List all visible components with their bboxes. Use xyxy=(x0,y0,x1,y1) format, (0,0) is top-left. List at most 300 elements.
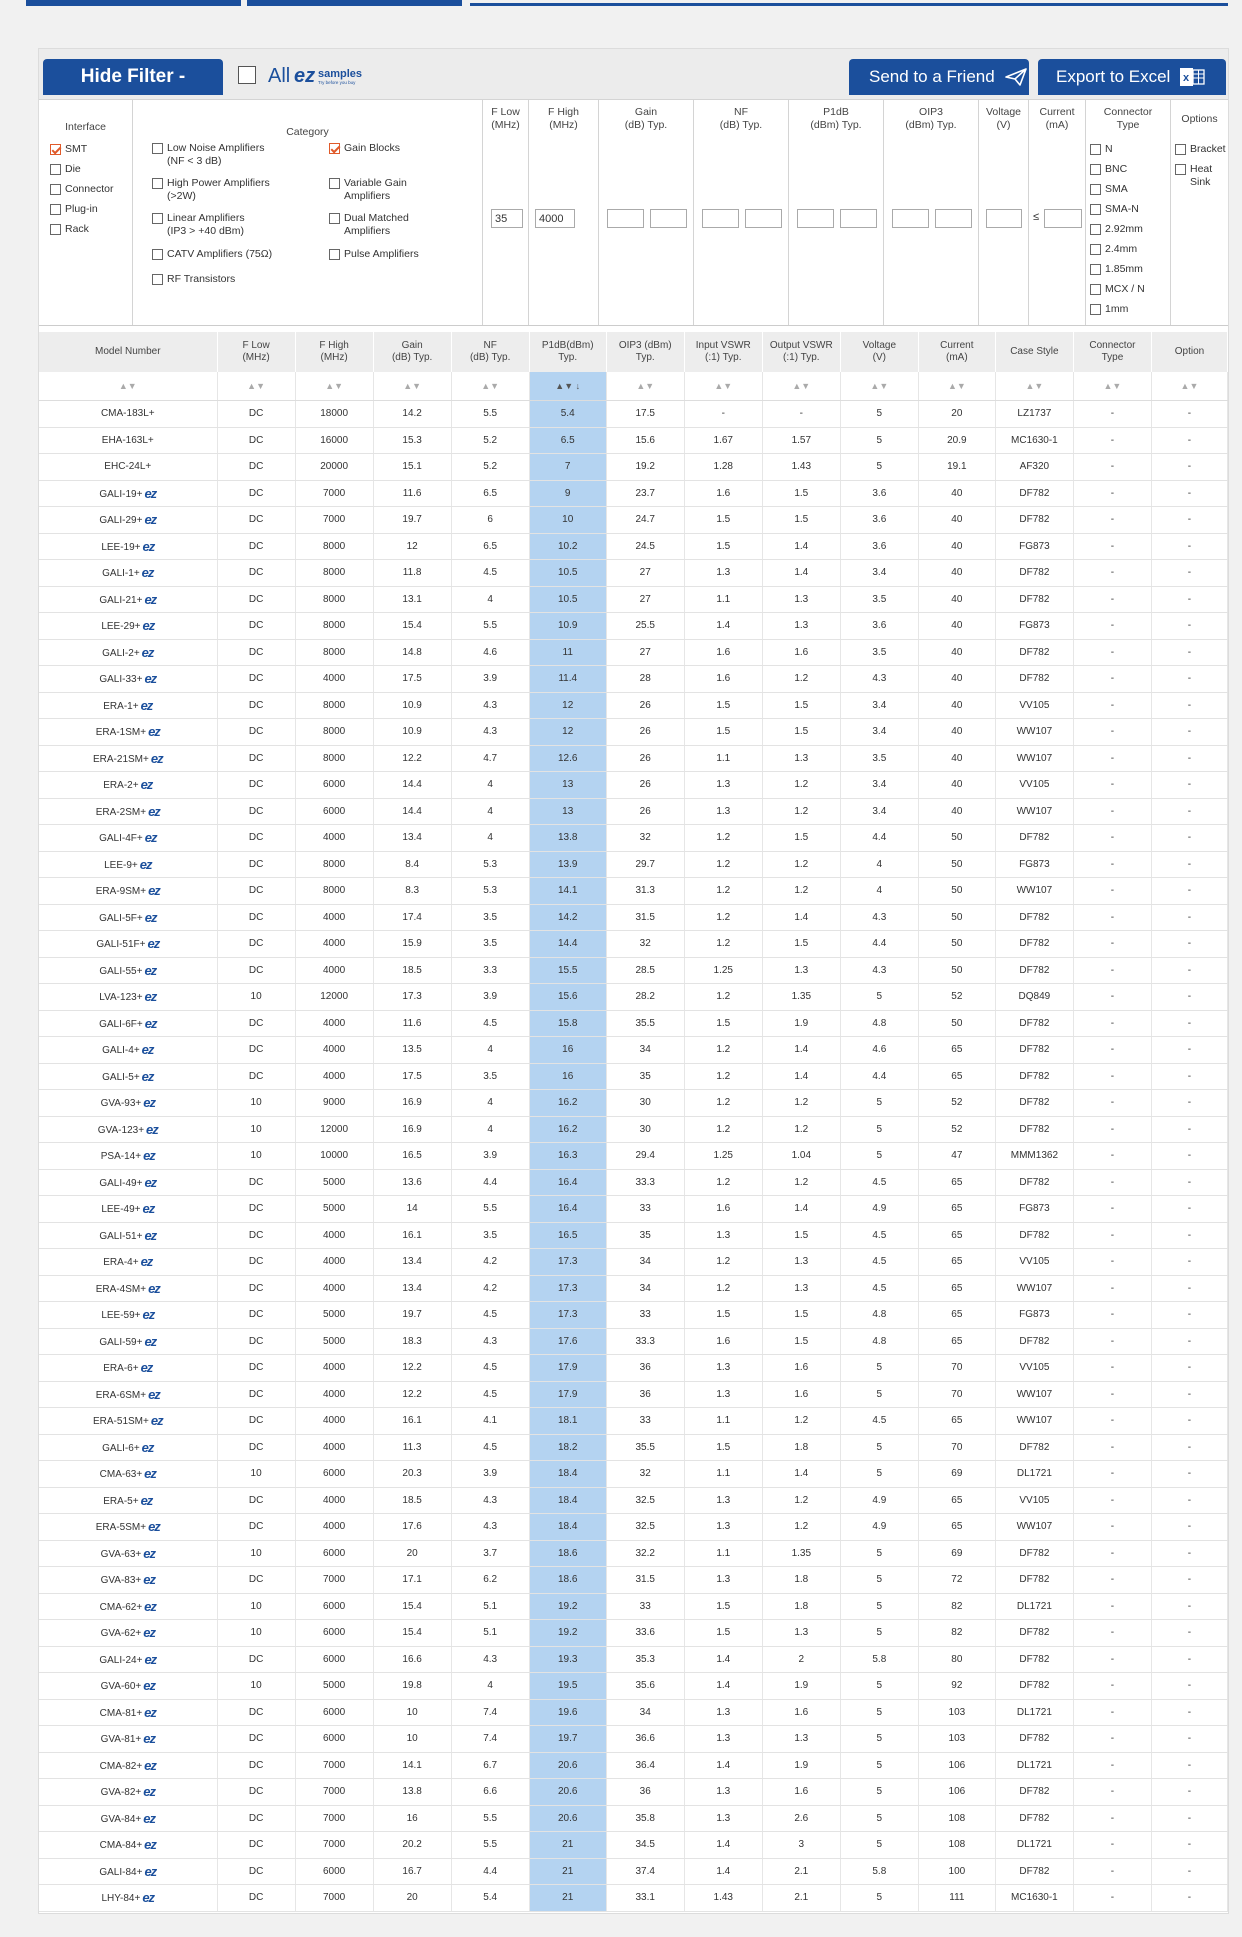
column-header-model-number[interactable] xyxy=(39,332,217,372)
model-number[interactable]: GALI-5F+ xyxy=(99,912,143,924)
model-number[interactable]: EHC-24L+ xyxy=(104,461,152,473)
cell-nf-db-typ: 5.5 xyxy=(451,613,529,640)
cell-connector-type: - xyxy=(1073,1805,1151,1832)
checkbox[interactable] xyxy=(152,143,163,154)
model-number[interactable]: GALI-51F+ xyxy=(96,939,146,951)
ez-sample-icon[interactable]: ez xyxy=(144,671,157,687)
f-high-input[interactable] xyxy=(535,209,575,228)
model-number[interactable]: GALI-33+ xyxy=(99,674,143,686)
ez-sample-icon[interactable]: ez xyxy=(148,724,160,740)
category-option-low-noise-amplifiers[interactable] xyxy=(152,142,317,168)
model-number-cell[interactable] xyxy=(39,772,217,799)
sort-control-f-high-mhz[interactable]: ▲▼ xyxy=(295,372,373,401)
model-number[interactable]: LEE-29+ xyxy=(101,621,141,633)
model-number-cell[interactable] xyxy=(39,719,217,746)
cell-f-high-mhz: 4000 xyxy=(295,1355,373,1382)
model-number-cell[interactable] xyxy=(39,1699,217,1726)
checkbox[interactable] xyxy=(152,249,163,260)
connector-option-2-92mm[interactable] xyxy=(1090,223,1143,236)
ez-sample-icon[interactable]: ez xyxy=(142,1307,155,1323)
sort-control-voltage-v[interactable]: ▲▼ xyxy=(840,372,918,401)
model-number[interactable]: GALI-1+ xyxy=(102,568,140,580)
model-number-cell[interactable] xyxy=(39,1355,217,1382)
sort-control-gain-db-typ[interactable]: ▲▼ xyxy=(373,372,451,401)
ez-sample-icon[interactable]: ez xyxy=(144,1466,156,1482)
model-number[interactable]: GALI-6+ xyxy=(102,1442,140,1454)
model-number[interactable]: GALI-59+ xyxy=(99,1336,143,1348)
model-number[interactable]: CMA-62+ xyxy=(99,1601,143,1613)
model-number[interactable]: GALI-6F+ xyxy=(99,1018,143,1030)
export-to-excel-button[interactable] xyxy=(1038,59,1226,95)
send-to-friend-button[interactable] xyxy=(849,59,1029,95)
model-number[interactable]: CMA-63+ xyxy=(99,1469,143,1481)
ez-sample-icon[interactable]: ez xyxy=(143,1148,155,1164)
category-option-dual-matched[interactable] xyxy=(329,212,469,238)
model-number-cell[interactable] xyxy=(39,745,217,772)
connector-option-1mm[interactable] xyxy=(1090,303,1128,316)
ez-sample-icon[interactable]: ez xyxy=(143,1545,155,1561)
cell-gain-db-typ: 18.5 xyxy=(373,957,451,984)
category-option-gain-blocks[interactable] xyxy=(329,142,469,155)
model-number[interactable]: GVA-84+ xyxy=(100,1813,142,1825)
sort-control-case-style[interactable]: ▲▼ xyxy=(995,372,1073,401)
ez-sample-icon[interactable]: ez xyxy=(140,1254,153,1270)
cell-input-vswr-1-typ: 1.2 xyxy=(684,1116,762,1143)
model-number-cell[interactable] xyxy=(39,1752,217,1779)
model-number[interactable]: CMA-84+ xyxy=(99,1840,143,1852)
model-number-cell[interactable] xyxy=(39,401,217,428)
model-number[interactable]: GALI-5+ xyxy=(102,1071,140,1083)
options-option-heat-sink[interactable] xyxy=(1175,163,1228,189)
model-number-cell[interactable] xyxy=(39,1037,217,1064)
interface-option-rack[interactable] xyxy=(50,223,89,236)
model-number[interactable]: GALI-84+ xyxy=(99,1866,143,1878)
model-number[interactable]: GVA-123+ xyxy=(97,1124,145,1136)
model-number[interactable]: GALI-49+ xyxy=(99,1177,143,1189)
ez-sample-icon[interactable]: ez xyxy=(143,1810,155,1826)
interface-option-die[interactable] xyxy=(50,163,81,176)
column-header-input-vswr-1-typ[interactable] xyxy=(684,332,762,372)
category-option-high-power-amplifiers[interactable] xyxy=(152,177,317,203)
model-number-cell[interactable] xyxy=(39,1169,217,1196)
model-number-cell[interactable] xyxy=(39,586,217,613)
checkbox[interactable] xyxy=(50,204,61,215)
model-number[interactable]: LEE-9+ xyxy=(104,859,138,871)
oip3-max-input[interactable] xyxy=(935,209,972,228)
options-option-bracket[interactable] xyxy=(1175,143,1226,156)
gain-max-input[interactable] xyxy=(650,209,687,228)
ez-sample-icon[interactable]: ez xyxy=(144,512,157,528)
model-number-cell[interactable] xyxy=(39,1540,217,1567)
checkbox[interactable] xyxy=(152,178,163,189)
cell-p1db-dbm-typ: 15.6 xyxy=(529,984,606,1011)
ez-sample-icon[interactable]: ez xyxy=(143,1625,155,1641)
model-number[interactable]: LHY-84+ xyxy=(101,1893,141,1905)
sort-control-oip3-dbm-typ[interactable]: ▲▼ xyxy=(606,372,684,401)
ez-sample-icon[interactable]: ez xyxy=(144,1174,157,1190)
model-number[interactable]: GALI-2+ xyxy=(102,647,140,659)
checkbox[interactable] xyxy=(152,274,163,285)
ez-sample-icon[interactable]: ez xyxy=(141,644,154,660)
ez-sample-icon[interactable]: ez xyxy=(144,1598,156,1614)
ez-sample-icon[interactable]: ez xyxy=(150,1413,163,1429)
model-number-cell[interactable] xyxy=(39,427,217,454)
table-row xyxy=(39,798,1228,825)
model-number-cell[interactable] xyxy=(39,878,217,905)
model-number[interactable]: GALI-19+ xyxy=(99,488,143,500)
ez-sample-icon[interactable]: ez xyxy=(140,697,153,713)
cell-voltage-v: 4.8 xyxy=(840,1010,918,1037)
sort-control-p1db-dbm-typ[interactable]: ▲▼ ↓ xyxy=(529,372,606,401)
ez-sample-icon[interactable]: ez xyxy=(143,1678,155,1694)
f-low-input[interactable] xyxy=(491,209,523,228)
cell-input-vswr-1-typ: 1.1 xyxy=(684,1408,762,1435)
column-header-p1db-dbm-typ[interactable] xyxy=(529,332,606,372)
category-option-linear-amplifiers[interactable] xyxy=(152,212,317,238)
sort-control-nf-db-typ[interactable]: ▲▼ xyxy=(451,372,529,401)
connector-option-sma[interactable] xyxy=(1090,183,1128,196)
all-ez-samples-checkbox[interactable] xyxy=(238,66,256,84)
model-number-cell[interactable] xyxy=(39,1461,217,1488)
ez-sample-icon[interactable]: ez xyxy=(142,618,155,634)
model-number-cell[interactable] xyxy=(39,1010,217,1037)
model-number[interactable]: GALI-29+ xyxy=(99,515,143,527)
cell-voltage-v: 4.4 xyxy=(840,1063,918,1090)
model-number[interactable]: ERA-51SM+ xyxy=(92,1416,149,1428)
column-header-f-low-mhz[interactable] xyxy=(217,332,295,372)
cell-gain-db-typ: 10.9 xyxy=(373,719,451,746)
model-number-cell[interactable] xyxy=(39,1567,217,1594)
category-option-pulse-amplifiers[interactable] xyxy=(329,248,469,261)
ez-sample-icon[interactable]: ez xyxy=(146,1121,158,1137)
checkbox[interactable] xyxy=(1090,304,1101,315)
model-number-cell[interactable] xyxy=(39,1646,217,1673)
model-number-cell[interactable] xyxy=(39,1063,217,1090)
ez-sample-icon[interactable]: ez xyxy=(144,1704,156,1720)
cell-current-ma: 50 xyxy=(918,825,995,852)
column-header-oip3-dbm-typ[interactable] xyxy=(606,332,684,372)
ez-sample-icon[interactable]: ez xyxy=(144,989,157,1005)
cell-f-low-mhz: DC xyxy=(217,1514,295,1541)
checkbox[interactable] xyxy=(1090,244,1101,255)
cell-f-high-mhz: 6000 xyxy=(295,1540,373,1567)
model-number-cell[interactable] xyxy=(39,560,217,587)
checkbox[interactable] xyxy=(1175,164,1186,175)
ez-sample-icon[interactable]: ez xyxy=(144,1837,156,1853)
model-number[interactable]: LEE-19+ xyxy=(101,541,141,553)
nf-min-input[interactable] xyxy=(702,209,739,228)
top-tab-active[interactable] xyxy=(26,0,241,6)
connector-option-sma-n[interactable] xyxy=(1090,203,1139,216)
column-header-connector-type[interactable] xyxy=(1073,332,1151,372)
model-number-cell[interactable] xyxy=(39,1673,217,1700)
model-number-cell[interactable] xyxy=(39,666,217,693)
model-number-cell[interactable] xyxy=(39,1858,217,1885)
current-input[interactable] xyxy=(1044,209,1082,228)
interface-option-connector[interactable] xyxy=(50,183,113,196)
cell-p1db-dbm-typ: 16.2 xyxy=(529,1090,606,1117)
model-number-cell[interactable] xyxy=(39,798,217,825)
column-header-output-vswr-1-typ[interactable] xyxy=(762,332,840,372)
checkbox[interactable] xyxy=(50,144,61,155)
category-option-catv-amplifiers-75[interactable] xyxy=(152,248,317,261)
checkbox[interactable] xyxy=(50,184,61,195)
cell-p1db-dbm-typ: 16.5 xyxy=(529,1222,606,1249)
column-header-case-style[interactable] xyxy=(995,332,1073,372)
model-number[interactable]: GVA-93+ xyxy=(100,1098,142,1110)
model-number[interactable]: LEE-59+ xyxy=(101,1310,141,1322)
column-header-f-high-mhz[interactable] xyxy=(295,332,373,372)
model-number[interactable]: CMA-81+ xyxy=(99,1707,143,1719)
category-option-variable-gain[interactable] xyxy=(329,177,469,203)
ez-sample-icon[interactable]: ez xyxy=(148,1386,160,1402)
checkbox[interactable] xyxy=(1090,284,1101,295)
cell-connector-type: - xyxy=(1073,772,1151,799)
ez-sample-icon[interactable]: ez xyxy=(148,1280,160,1296)
sort-control-model-number[interactable]: ▲▼ xyxy=(39,372,217,401)
cell-f-low-mhz: DC xyxy=(217,1726,295,1753)
model-number-cell[interactable] xyxy=(39,1090,217,1117)
connector-option-bnc[interactable] xyxy=(1090,163,1127,176)
model-number[interactable]: ERA-1SM+ xyxy=(95,727,147,739)
model-number-cell[interactable] xyxy=(39,1885,217,1912)
model-number-cell[interactable] xyxy=(39,1222,217,1249)
model-number-cell[interactable] xyxy=(39,1249,217,1276)
sort-control-input-vswr-1-typ[interactable]: ▲▼ xyxy=(684,372,762,401)
ez-sample-icon[interactable]: ez xyxy=(141,565,154,581)
model-number[interactable]: GALI-55+ xyxy=(99,965,143,977)
ez-sample-icon[interactable]: ez xyxy=(142,1201,155,1217)
model-number-cell[interactable] xyxy=(39,533,217,560)
checkbox[interactable] xyxy=(329,178,340,189)
ez-sample-icon[interactable]: ez xyxy=(148,1519,160,1535)
ez-sample-icon[interactable]: ez xyxy=(144,1757,156,1773)
model-number-cell[interactable] xyxy=(39,957,217,984)
model-number[interactable]: ERA-5SM+ xyxy=(95,1522,147,1534)
model-number[interactable]: ERA-2+ xyxy=(103,780,139,792)
model-number[interactable]: GVA-62+ xyxy=(100,1628,142,1640)
checkbox[interactable] xyxy=(50,224,61,235)
connector-option-mcx-n[interactable] xyxy=(1090,283,1145,296)
model-number-cell[interactable] xyxy=(39,1302,217,1329)
ez-sample-icon[interactable]: ez xyxy=(139,856,152,872)
ez-sample-icon[interactable]: ez xyxy=(148,803,160,819)
model-number[interactable]: LVA-123+ xyxy=(99,992,143,1004)
model-number[interactable]: LEE-49+ xyxy=(101,1204,141,1216)
model-number[interactable]: ERA-4+ xyxy=(103,1257,139,1269)
sort-control-output-vswr-1-typ[interactable]: ▲▼ xyxy=(762,372,840,401)
ez-sample-icon[interactable]: ez xyxy=(144,1651,157,1667)
model-number-cell[interactable] xyxy=(39,613,217,640)
p1db-max-input[interactable] xyxy=(840,209,877,228)
interface-option-smt[interactable] xyxy=(50,143,87,156)
model-number-cell[interactable] xyxy=(39,1487,217,1514)
model-number-cell[interactable] xyxy=(39,1143,217,1170)
model-number-cell[interactable] xyxy=(39,454,217,481)
model-number[interactable]: GVA-81+ xyxy=(100,1734,142,1746)
ez-sample-icon[interactable]: ez xyxy=(144,1015,157,1031)
model-number[interactable]: GALI-4+ xyxy=(102,1045,140,1057)
model-number[interactable]: GALI-21+ xyxy=(99,594,143,606)
connector-option-n[interactable] xyxy=(1090,143,1113,156)
ez-sample-icon[interactable]: ez xyxy=(143,1731,155,1747)
gain-min-input[interactable] xyxy=(607,209,644,228)
ez-sample-icon[interactable]: ez xyxy=(144,1863,157,1879)
cell-oip3-dbm-typ: 26 xyxy=(606,772,684,799)
model-number-cell[interactable] xyxy=(39,851,217,878)
model-number-cell[interactable] xyxy=(39,1620,217,1647)
ez-sample-icon[interactable]: ez xyxy=(141,1042,154,1058)
cell-nf-db-typ: 3.5 xyxy=(451,904,529,931)
model-number-cell[interactable] xyxy=(39,1434,217,1461)
cell-oip3-dbm-typ: 35.5 xyxy=(606,1434,684,1461)
column-header-current-ma[interactable] xyxy=(918,332,995,372)
cell-output-vswr-1-typ: 1.3 xyxy=(762,1275,840,1302)
interface-option-plug-in[interactable] xyxy=(50,203,98,216)
connector-option-2-4mm[interactable] xyxy=(1090,243,1137,256)
p1db-min-input[interactable] xyxy=(797,209,834,228)
checkbox[interactable] xyxy=(1090,184,1101,195)
category-option-rf-transistors[interactable] xyxy=(152,273,317,286)
model-number-cell[interactable] xyxy=(39,1514,217,1541)
oip3-min-input[interactable] xyxy=(892,209,929,228)
checkbox[interactable] xyxy=(50,164,61,175)
column-header-gain-db-typ[interactable] xyxy=(373,332,451,372)
ez-sample-icon[interactable]: ez xyxy=(143,1784,155,1800)
ez-sample-icon[interactable]: ez xyxy=(143,1572,155,1588)
model-number-cell[interactable] xyxy=(39,692,217,719)
checkbox[interactable] xyxy=(329,143,340,154)
model-number-cell[interactable] xyxy=(39,1116,217,1143)
model-number-cell[interactable] xyxy=(39,1593,217,1620)
column-header-nf-db-typ[interactable] xyxy=(451,332,529,372)
model-number-cell[interactable] xyxy=(39,1832,217,1859)
checkbox[interactable] xyxy=(1175,144,1186,155)
column-header-voltage-v[interactable] xyxy=(840,332,918,372)
model-number[interactable]: ERA-4SM+ xyxy=(95,1283,147,1295)
model-number-cell[interactable] xyxy=(39,1275,217,1302)
model-number[interactable]: GALI-51+ xyxy=(99,1230,143,1242)
ez-sample-icon[interactable]: ez xyxy=(150,750,163,766)
ez-sample-icon[interactable]: ez xyxy=(140,777,153,793)
model-number-cell[interactable] xyxy=(39,825,217,852)
model-number[interactable]: GALI-24+ xyxy=(99,1654,143,1666)
checkbox[interactable] xyxy=(1090,164,1101,175)
sort-control-current-ma[interactable]: ▲▼ xyxy=(918,372,995,401)
checkbox[interactable] xyxy=(1090,264,1101,275)
model-number[interactable]: GVA-83+ xyxy=(100,1575,142,1587)
ez-sample-icon[interactable]: ez xyxy=(142,1890,155,1906)
model-number-cell[interactable] xyxy=(39,1328,217,1355)
model-number[interactable]: PSA-14+ xyxy=(100,1151,142,1163)
cell-p1db-dbm-typ: 21 xyxy=(529,1858,606,1885)
ez-sample-icon[interactable]: ez xyxy=(144,1227,157,1243)
cell-p1db-dbm-typ: 11 xyxy=(529,639,606,666)
model-number-cell[interactable] xyxy=(39,507,217,534)
ez-sample-icon[interactable]: ez xyxy=(144,1333,157,1349)
top-tab[interactable] xyxy=(247,0,462,6)
sort-control-option[interactable]: ▲▼ xyxy=(1151,372,1227,401)
ez-sample-icon[interactable]: ez xyxy=(142,538,155,554)
model-number-cell[interactable] xyxy=(39,1726,217,1753)
model-number[interactable]: CMA-183L+ xyxy=(100,408,155,420)
category-option-label: High Power Amplifiers (>2W) xyxy=(167,177,270,202)
ez-sample-icon[interactable]: ez xyxy=(144,830,157,846)
model-number[interactable]: GVA-63+ xyxy=(100,1548,142,1560)
ez-sample-icon[interactable]: ez xyxy=(144,485,157,501)
model-number[interactable]: GVA-60+ xyxy=(100,1681,142,1693)
model-number[interactable]: ERA-6SM+ xyxy=(95,1389,147,1401)
ez-sample-icon[interactable]: ez xyxy=(144,591,157,607)
column-header-label: Input VSWR xyxy=(695,340,751,351)
sort-control-connector-type[interactable]: ▲▼ xyxy=(1073,372,1151,401)
ez-sample-icon[interactable]: ez xyxy=(141,1068,154,1084)
nf-max-input[interactable] xyxy=(745,209,782,228)
cell-option: - xyxy=(1151,692,1227,719)
checkbox[interactable] xyxy=(152,213,163,224)
ez-sample-icon[interactable]: ez xyxy=(147,936,160,952)
model-number[interactable]: ERA-1+ xyxy=(103,700,139,712)
column-header-label: Output VSWR xyxy=(769,340,833,351)
model-number-cell[interactable] xyxy=(39,1779,217,1806)
cell-nf-db-typ: 3.7 xyxy=(451,1540,529,1567)
table-row xyxy=(39,825,1228,852)
voltage-input[interactable] xyxy=(986,209,1022,228)
model-number-cell[interactable] xyxy=(39,480,217,507)
model-number[interactable]: ERA-21SM+ xyxy=(92,753,149,765)
checkbox[interactable] xyxy=(1090,144,1101,155)
ez-sample-icon[interactable]: ez xyxy=(140,1492,153,1508)
model-number-cell[interactable] xyxy=(39,1408,217,1435)
model-number[interactable]: ERA-2SM+ xyxy=(95,806,147,818)
model-number-cell[interactable] xyxy=(39,1196,217,1223)
model-number[interactable]: ERA-9SM+ xyxy=(95,886,147,898)
table-row xyxy=(39,904,1228,931)
model-number[interactable]: GVA-82+ xyxy=(100,1787,142,1799)
model-number-cell[interactable] xyxy=(39,984,217,1011)
hide-filter-button[interactable] xyxy=(43,59,223,95)
model-number-cell[interactable] xyxy=(39,1805,217,1832)
checkbox[interactable] xyxy=(329,249,340,260)
checkbox[interactable] xyxy=(1090,204,1101,215)
model-number-cell[interactable] xyxy=(39,639,217,666)
model-number[interactable]: ERA-6+ xyxy=(103,1363,139,1375)
connector-option-1-85mm[interactable] xyxy=(1090,263,1143,276)
ez-sample-icon[interactable]: ez xyxy=(140,1360,153,1376)
ez-sample-icon[interactable]: ez xyxy=(144,909,157,925)
ez-sample-icon[interactable]: ez xyxy=(148,883,160,899)
ez-sample-icon[interactable]: ez xyxy=(141,1439,154,1455)
model-number-cell[interactable] xyxy=(39,1381,217,1408)
model-number[interactable]: GALI-4F+ xyxy=(99,833,143,845)
model-number[interactable]: EHA-163L+ xyxy=(101,434,154,446)
cell-f-high-mhz: 7000 xyxy=(295,480,373,507)
model-number[interactable]: ERA-5+ xyxy=(103,1495,139,1507)
model-number[interactable]: CMA-82+ xyxy=(99,1760,143,1772)
model-number-cell[interactable] xyxy=(39,904,217,931)
ez-sample-icon[interactable]: ez xyxy=(144,962,157,978)
f-high-filter xyxy=(529,100,599,325)
sort-control-f-low-mhz[interactable]: ▲▼ xyxy=(217,372,295,401)
ez-sample-icon[interactable]: ez xyxy=(143,1095,155,1111)
cell-case-style: DF782 xyxy=(995,1726,1073,1753)
column-header-option[interactable] xyxy=(1151,332,1227,372)
cell-f-high-mhz: 12000 xyxy=(295,984,373,1011)
checkbox[interactable] xyxy=(329,213,340,224)
model-number-cell[interactable] xyxy=(39,931,217,958)
cell-oip3-dbm-typ: 32.2 xyxy=(606,1540,684,1567)
checkbox[interactable] xyxy=(1090,224,1101,235)
